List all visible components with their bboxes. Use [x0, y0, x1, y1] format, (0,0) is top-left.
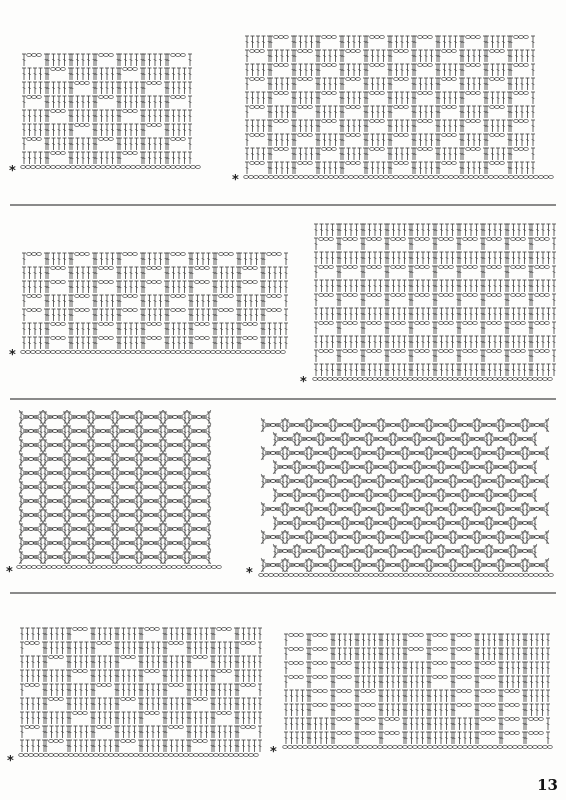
crochet-chart-8 [282, 622, 554, 750]
crochet-chart-3-svg [20, 242, 288, 355]
crochet-chart-7-svg [18, 613, 263, 758]
crochet-chart-7 [18, 613, 263, 758]
crochet-chart-4 [312, 215, 557, 382]
repeat-marker: * [7, 754, 14, 769]
crochet-chart-4-svg [312, 215, 557, 382]
repeat-marker: * [6, 565, 13, 580]
section-divider [10, 204, 556, 206]
repeat-marker: * [9, 164, 16, 179]
crochet-chart-2 [243, 30, 556, 180]
repeat-marker: * [232, 173, 239, 188]
crochet-chart-1-svg [20, 40, 205, 170]
page-number: 13 [537, 776, 558, 794]
section-divider [10, 398, 556, 400]
repeat-marker: * [246, 566, 253, 581]
repeat-marker: * [9, 348, 16, 363]
crochet-chart-5-svg [16, 410, 226, 570]
crochet-chart-1 [20, 40, 205, 170]
repeat-marker: * [300, 375, 307, 390]
crochet-chart-8-svg [282, 622, 554, 750]
crochet-chart-3 [20, 242, 288, 355]
crochet-chart-5 [16, 410, 226, 570]
crochet-chart-6 [258, 410, 558, 578]
repeat-marker: * [270, 745, 277, 760]
crochet-chart-2-svg [243, 30, 556, 180]
crochet-chart-6-svg [258, 410, 558, 578]
section-divider [10, 592, 556, 594]
